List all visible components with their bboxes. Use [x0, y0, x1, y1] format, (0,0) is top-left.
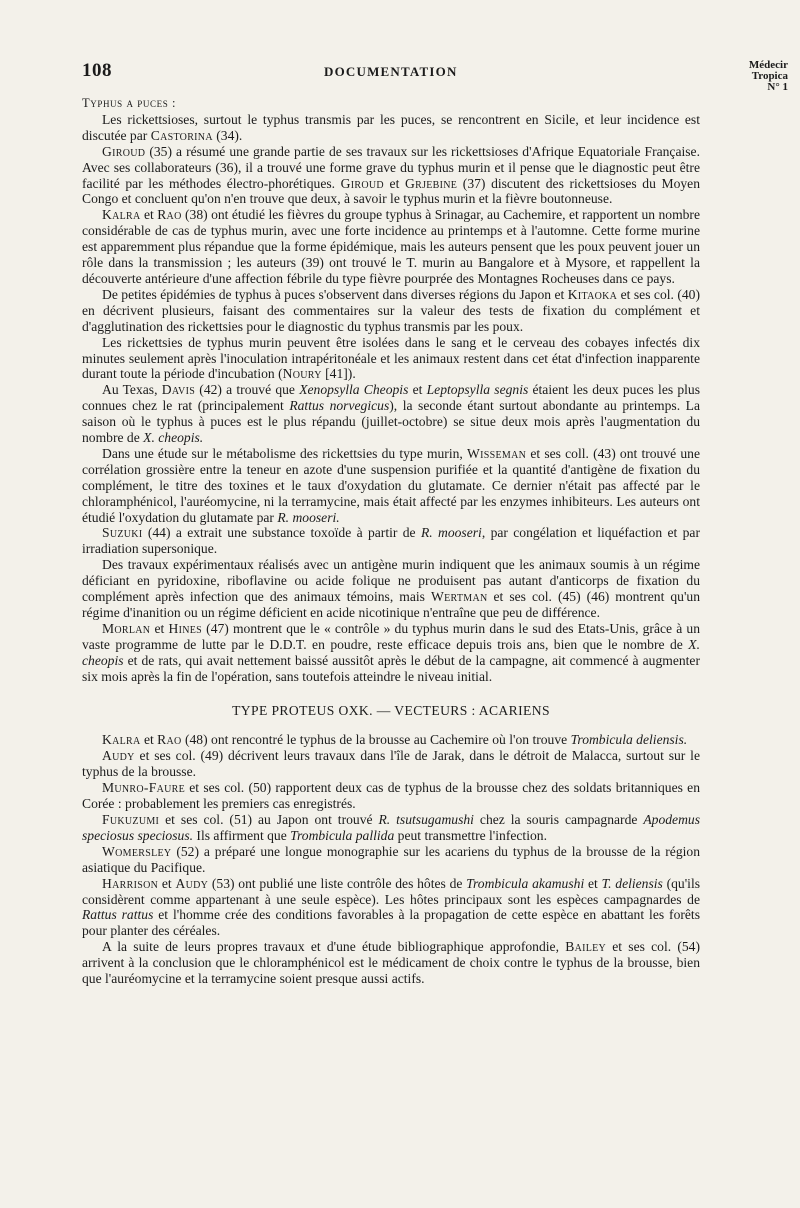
text-run: et: [140, 732, 158, 748]
author-name: Kitaoka: [567, 286, 618, 302]
text-run: (47) montrent que le « contrôle » du typhus murin dans le sud des Etats-Unis, grâce à un vaste programme de lutte par le D.D.T. en poudre, reste efficace depuis trois ans, bien que le nombre de: [82, 620, 700, 652]
text-run: et: [158, 875, 176, 891]
text-run: et: [584, 875, 602, 891]
paragraph: [82, 939, 700, 987]
text-run: (53) ont publié une liste contrôle des hôtes de: [208, 875, 467, 891]
paragraph: [82, 621, 700, 685]
paragraph: [82, 207, 700, 287]
author-name: Giroud: [340, 175, 384, 191]
paragraph: [82, 382, 700, 446]
species-name: Apodemus speciosus speciosus.: [82, 811, 700, 843]
text-run: et ses col. (49) décrivent leurs travaux dans l'île de Jarak, dans le détroit de Malacca, surtout sur le typhus de la brousse.: [82, 748, 700, 780]
text-run: Les rickettsies de typhus murin peuvent être isolées dans le sang et le cerveau des cobayes infectés dix minutes seulement après l'inoculation intrapéritonéale et les animaux restent dans cet état d'infection inapparente durant toute la période d'incubation (: [82, 334, 700, 382]
text-run: (38) ont étudié les fièvres du groupe typhus à Srinagar, au Cachemire, et rapportent un nombre considérable de cas de typhus murin, avec une forte incidence au printemps et à l'automne. Cette forme murine est apparemment plus répandue que la forme épidémique, mais les auteurs pensent que les poux peuvent jouer un rôle dans la transmission ; les auteurs (39) ont trouvé le T. murin au Bangalore et à Mysore, et rappellent la découverte antérieure d'une affection fébrile du type fièvre pourprée des Montagnes Rocheuses dans ce pays.: [82, 207, 700, 286]
text-run: De petites épidémies de typhus à puces s'observent dans diverses régions du Japon et: [102, 286, 568, 302]
paragraph: [82, 112, 700, 144]
paragraph: [82, 780, 700, 812]
text-run: et l'homme crée des conditions favorables à la propagation de cette espèce en abattant les forêts pour planter des céréales.: [82, 907, 700, 939]
species-name: Trombicula pallida: [290, 827, 395, 843]
text-run: (42) a trouvé que: [195, 382, 300, 398]
author-name: Wisseman: [467, 445, 527, 461]
author-name: Audy: [175, 875, 209, 891]
author-name: Rao: [157, 207, 182, 223]
text-run: (34).: [212, 127, 243, 143]
text-run: (37) discutent des rickettsioses du Moyen Congo et concluent qu'on n'en trouve que deux, à savoir le typhus murin et la fièvre boutonneuse.: [82, 175, 700, 207]
text-run: Dans une étude sur le métabolisme des rickettsies du type murin,: [102, 445, 467, 461]
text-run: Au Texas,: [102, 382, 162, 398]
section-heading-typhus-puces: Typhus a puces :: [82, 96, 177, 110]
section-proteus-oxk: [82, 732, 700, 987]
author-name: Kalra: [102, 732, 141, 748]
text-run: et: [150, 620, 169, 636]
author-name: Davis: [161, 382, 196, 398]
text-run: et: [408, 382, 427, 398]
paragraph: [82, 525, 700, 557]
author-name: Kalra: [102, 207, 141, 223]
species-name: Leptopsylla segnis: [426, 382, 529, 398]
text-run: et ses col. (51) au Japon ont trouvé: [159, 811, 379, 827]
paragraph: [82, 446, 700, 526]
paragraph: [82, 144, 700, 208]
paragraph: [82, 748, 700, 780]
section-typhus-puces: [82, 112, 700, 685]
paragraph: [82, 844, 700, 876]
text-run: étaient les deux puces les plus connues chez le rat (principalement: [82, 382, 701, 414]
text-run: ), la seconde étant surtout abondante au printemps. La saison où le typhus à puces est le plus répandu (juillet-octobre) se situe deux mois après l'augmentation du nombre de: [82, 398, 700, 446]
author-name: Rao: [157, 732, 182, 748]
paragraph: [82, 812, 700, 844]
journal-ref-line: N° 1: [767, 81, 788, 93]
text-run: et ses col. (54) arrivent à la conclusion que le chloramphénicol est le médicament de choix contre le typhus de la brousse, bien que l'auréomycine et la terramycine soient presque aussi actifs.: [82, 939, 700, 987]
author-name: Morlan: [102, 620, 151, 636]
text-run: et: [383, 175, 405, 191]
author-name: Suzuki: [102, 525, 143, 541]
text-run: et ses col. (50) rapportent deux cas de typhus de la brousse chez des soldats britanniques en Corée : probablement les premiers cas enregistrés.: [82, 780, 700, 812]
author-name: Audy: [102, 748, 135, 764]
author-name: Munro-Faure: [102, 780, 186, 796]
journal-ref-line: Tropica: [751, 70, 788, 82]
paragraph: [82, 876, 700, 940]
author-name: Wertman: [430, 589, 488, 605]
species-name: Rattus rattus: [82, 907, 154, 923]
journal-ref-line: Médecir: [748, 59, 788, 71]
author-name: Fukuzumi: [102, 811, 160, 827]
text-run: et ses col. (45) (46) montrent qu'un régime d'inanition ou un régime déficient en acide nicotinique n'entraîne que peu de différence.: [82, 589, 700, 620]
author-name: Castorina: [150, 127, 213, 143]
text-run: Ils affirment que: [193, 827, 291, 843]
text-run: [41]).: [321, 366, 356, 382]
text-run: et ses coll. (43) ont trouvé une corrélation grossière entre la teneur en azote d'une suspension purifiée et la quantité d'antigène de fixation du complément, le titre des toxines et le taux d'oxydation du glutamate. Ce dernier n'était pas affecté par le chloramphénicol, l'auréomycine, ni la terramycine, mais était affecté par les enzymes inhibiteurs. Les auteurs ont étudié l'oxydation du glutamate par: [82, 445, 700, 525]
author-name: Giroud: [102, 143, 146, 159]
text-run: (52) a préparé une longue monographie sur les acariens du typhus de la brousse de la région asiatique du Pacifique.: [82, 843, 700, 875]
author-name: Harrison: [102, 875, 159, 891]
author-name: Grjebine: [404, 175, 458, 191]
paragraph: [82, 557, 700, 621]
author-name: Bailey: [565, 939, 607, 955]
species-name: X. cheopis.: [143, 430, 204, 446]
author-name: Noury: [282, 366, 322, 382]
page-number: 108: [82, 60, 112, 81]
species-name: Xenopsylla Cheopis: [299, 382, 409, 398]
species-name: R. mooseri.: [277, 509, 340, 525]
text-run: et: [140, 207, 158, 223]
author-name: Womersley: [102, 843, 172, 859]
journal-reference: [749, 60, 788, 93]
paragraph: [82, 287, 700, 335]
species-name: R. mooseri: [420, 525, 482, 541]
text-run: Des travaux expérimentaux réalisés avec un antigène murin indiquent que les animaux soumis à un régime déficiant en pyridoxine, riboflavine ou acide folique ne produisent pas autant d'anticorps de fixation du complément après infection que des animaux témoins, mais: [82, 557, 700, 605]
species-name: T. deliensis: [601, 875, 663, 891]
species-name: Trombicula deliensis.: [570, 732, 688, 748]
species-name: X. cheopis: [82, 636, 700, 668]
author-name: Hines: [168, 620, 203, 636]
article-body: [82, 96, 700, 987]
text-run: et ses col. (40) en décrivent plusieurs, faisant des commentaires sur la valeur des tests de fixation du complément et d'agglutination des rickettsies pour le diagnostic du typhus transmis par les poux.: [82, 286, 701, 334]
species-name: Trombicula akamushi: [466, 875, 585, 891]
paragraph: [82, 335, 700, 383]
text-run: (35) a résumé une grande partie de ses travaux sur les rickettsioses d'Afrique Equatoriale Française. Avec ses collaborateurs (36), il a trouvé une forme grave du typhus murin et il pense que le diagnostic peut être facilité par les méthodes électro-phorétiques.: [82, 143, 700, 191]
text-run: (qu'ils considèrent comme appartenant à une seule espèce). Les hôtes principaux sont les espèces campagnardes de: [82, 875, 701, 907]
paragraph: [82, 732, 700, 748]
text-run: Les rickettsioses, surtout le typhus transmis par les puces, se rencontrent en Sicile, et leur incidence est discutée par: [82, 111, 700, 143]
text-run: , par congélation et liquéfaction et par irradiation supersonique.: [82, 525, 700, 557]
running-head: DOCUMENTATION: [324, 64, 458, 79]
section-title-proteus-oxk: TYPE PROTEUS OXK. — VECTEURS : ACARIENS: [232, 702, 550, 718]
text-run: chez la souris campagnarde: [473, 811, 644, 827]
text-run: (44) a extrait une substance toxoïde à partir de: [142, 525, 421, 541]
species-name: R. tsutsugamushi: [378, 811, 474, 827]
text-run: et de rats, qui avait nettement baissé aussitôt après le début de la campagne, ait commencé à augmenter six mois après la fin de l'opération, sans toutefois atteindre le niveau initial.: [82, 652, 700, 684]
text-run: peut transmettre l'infection.: [394, 827, 547, 843]
text-run: A la suite de leurs propres travaux et d'une étude bibliographique approfondie,: [102, 939, 566, 955]
species-name: Rattus norvegicus: [289, 398, 390, 414]
text-run: (48) ont rencontré le typhus de la brousse au Cachemire où l'on trouve: [181, 732, 571, 748]
